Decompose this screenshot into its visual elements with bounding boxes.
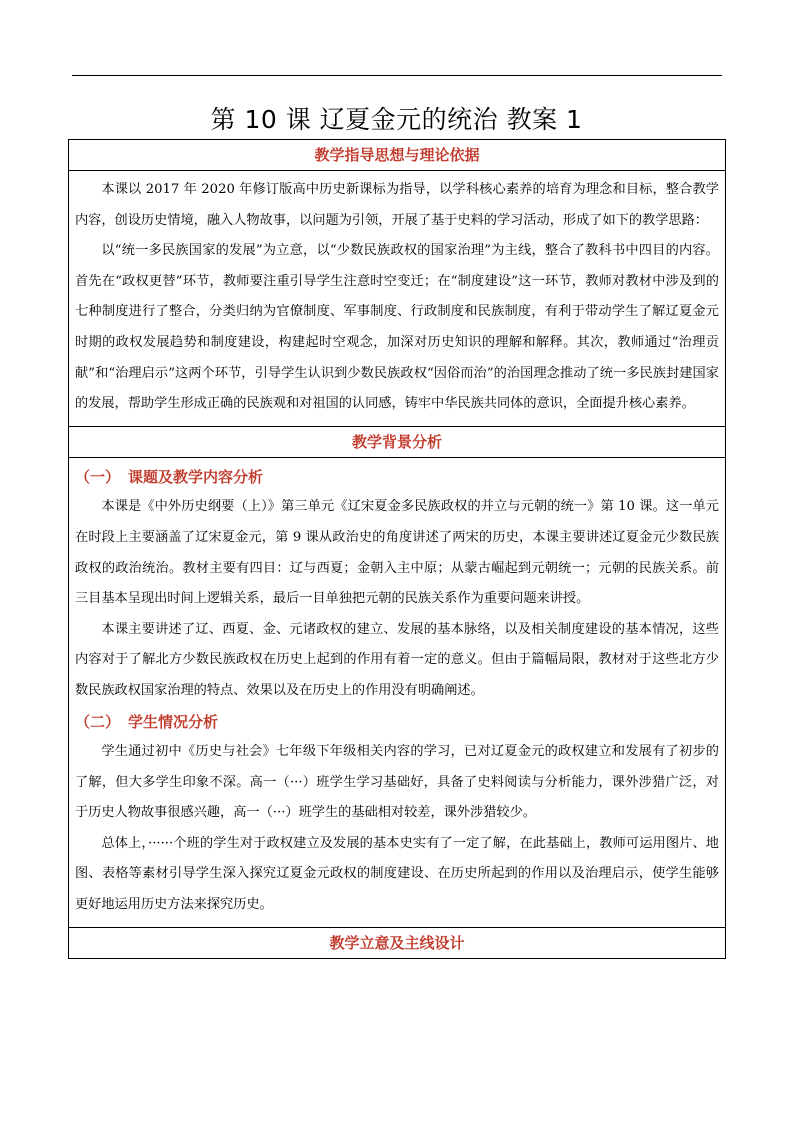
section-heading-design: 教学立意及主线设计 bbox=[69, 927, 726, 958]
section-body-guiding-theory bbox=[69, 171, 726, 427]
paragraph: 以“统一多民族国家的发展”为立意，以“少数民族政权的国家治理”为主线，整合了教科书中四目的内容。首先在“政权更替”环节，教师要注重引导学生注意时空变迁；在“制度建设”这一环节，教师对教材中涉及到的七种制度进行了整合，分类归纳为官僚制度、军事制度、行政制度和民族制度，有利于带动学生了解辽夏金元时期的政权发展趋势和制度建设，构建起时空观念，加深对历史知识的理解和解释。其次，教师通过“治理贡献”和“治理启示”这两个环节，引导学生认识到少数民族政权“因俗而治”的治国理念推动了统一多民族封建国家的发展，帮助学生形成正确的民族观和对祖国的认同感，铸牢中华民族共同体的意识，全面提升核心素养。 bbox=[75, 243, 719, 412]
subsection-title: 课题及教学内容分析 bbox=[128, 467, 264, 486]
subsection-heading-student-analysis bbox=[75, 707, 719, 738]
paragraph: 学生通过初中《历史与社会》七年级下年级相关内容的学习，已对辽夏金元的政权建立和发展有了初步的了解，但大多学生印象不深。高一（···）班学生学习基础好，具备了史料阅读与分析能力，课外涉猎广泛，对于历史人物故事很感兴趣，高一（···）班学生的基础相对较差，课外涉猎较少。 bbox=[75, 744, 719, 821]
paragraph: 总体上，······个班的学生对于政权建立及发展的基本史实有了一定了解，在此基础上，教师可运用图片、地图、表格等素材引导学生深入探究辽夏金元政权的制度建设、在历史所起到的作用以及治理启示，使学生能够更好地运用历史方法来探究历史。 bbox=[75, 835, 719, 913]
section-heading-guiding-theory: 教学指导思想与理论依据 bbox=[69, 140, 726, 171]
header-rule bbox=[72, 75, 722, 76]
paragraph: 本课以 2017 年 2020 年修订版高中历史新课标为指导，以学科核心素养的培育为理念和目标，整合教学内容，创设历史情境，融入人物故事，以问题为引领，开展了基于史料的学习活动，形成了如下的教学思路： bbox=[75, 182, 719, 228]
section-body-background bbox=[69, 457, 726, 927]
section-heading-background: 教学背景分析 bbox=[69, 426, 726, 457]
paragraph: 本课主要讲述了辽、西夏、金、元诸政权的建立、发展的基本脉络，以及相关制度建设的基本情况，这些内容对于了解北方少数民族政权在历史上起到的作用有着一定的意义。但由于篇幅局限，教材对于这些北方少数民族政权国家治理的特点、效果以及在历史上的作用没有明确阐述。 bbox=[75, 621, 719, 698]
document-title: 第 10 课 辽夏金元的统治 教案 1 bbox=[210, 105, 583, 134]
subsection-heading-content-analysis bbox=[75, 462, 719, 493]
subsection-number: （二） bbox=[75, 712, 121, 731]
lesson-plan-table bbox=[68, 139, 726, 959]
subsection-number: （一） bbox=[75, 467, 121, 486]
paragraph: 本课是《中外历史纲要（上）》第三单元《辽宋夏金多民族政权的并立与元朝的统一》第 10 课。这一单元在时段上主要涵盖了辽宋夏金元，第 9 课从政治史的角度讲述了两宋的历史，本课主要讲述辽夏金元少数民族政权的政治统治。教材主要有四目：辽与西夏；金朝入主中原；从蒙古崛起到元朝统一；元朝的民族关系。前三目基本呈现出时间上逻辑关系，最后一目单独把元朝的民族关系作为重要问题来讲授。 bbox=[75, 499, 719, 607]
subsection-title: 学生情况分析 bbox=[128, 712, 219, 731]
